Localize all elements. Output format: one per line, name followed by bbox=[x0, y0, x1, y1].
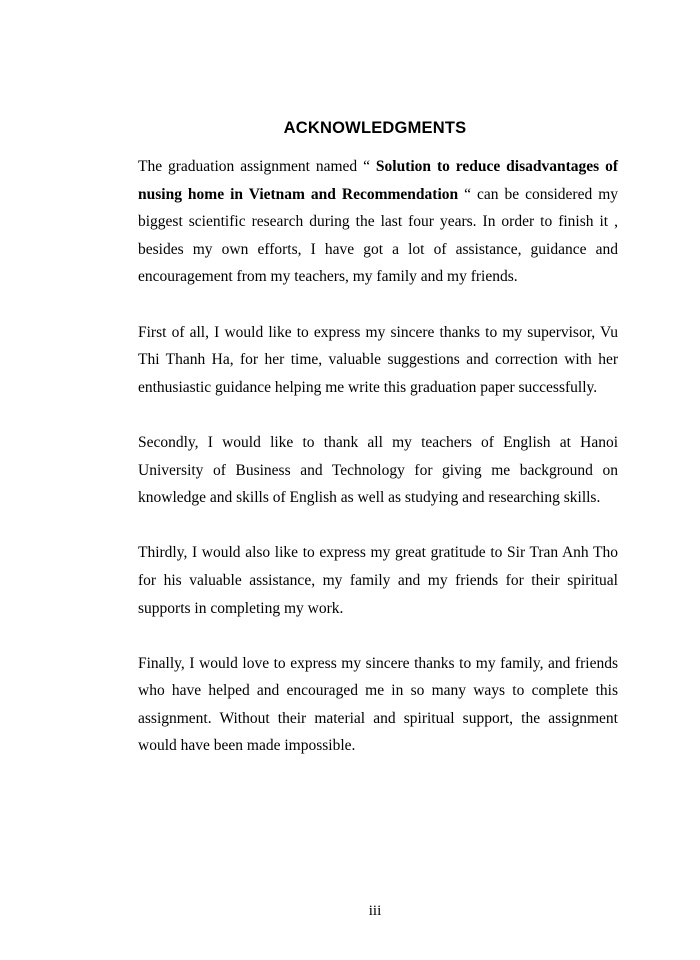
paragraph-supervisor: First of all, I would like to express my sincere thanks to my supervisor, Vu Thi Thanh Ha, for her time, valuable suggestions and correction with her enthusiastic guidance helping me write this graduation paper successfully. bbox=[138, 323, 618, 396]
assignment-title: Solution to reduce disadvantages of nusing home in Vietnam and Recommendation bbox=[138, 158, 618, 203]
paragraph-gratitude: Thirdly, I would also like to express my great gratitude to Sir Tran Anh Tho for his valuable assistance, my family and my friends for their spiritual supports in completing my work. bbox=[138, 544, 618, 617]
paragraph-teachers: Secondly, I would like to thank all my teachers of English at Hanoi University of Business and Technology for giving me background on knowledge and skills of English as well as studying and researching skills. bbox=[138, 433, 618, 507]
page-title: ACKNOWLEDGMENTS bbox=[283, 119, 467, 137]
page-number: iii bbox=[368, 903, 382, 919]
paragraph-family: Finally, I would love to express my sincere thanks to my family, and friends who have helped and encouraged me in so many ways to complete this assignment. Without their material and spiritual support, the assignment would have been made impossible. bbox=[138, 654, 618, 755]
acknowledgment-body bbox=[138, 153, 618, 788]
intro-text-start: The graduation assignment named “ bbox=[138, 158, 376, 175]
intro-text-end: “ can be considered my biggest scientific research during the last four years. In order to finish it , besides my own efforts, I have got a lot of assistance, guidance and encouragement from my teachers, my family and my friends. bbox=[138, 185, 619, 286]
paragraph-intro bbox=[138, 153, 618, 291]
